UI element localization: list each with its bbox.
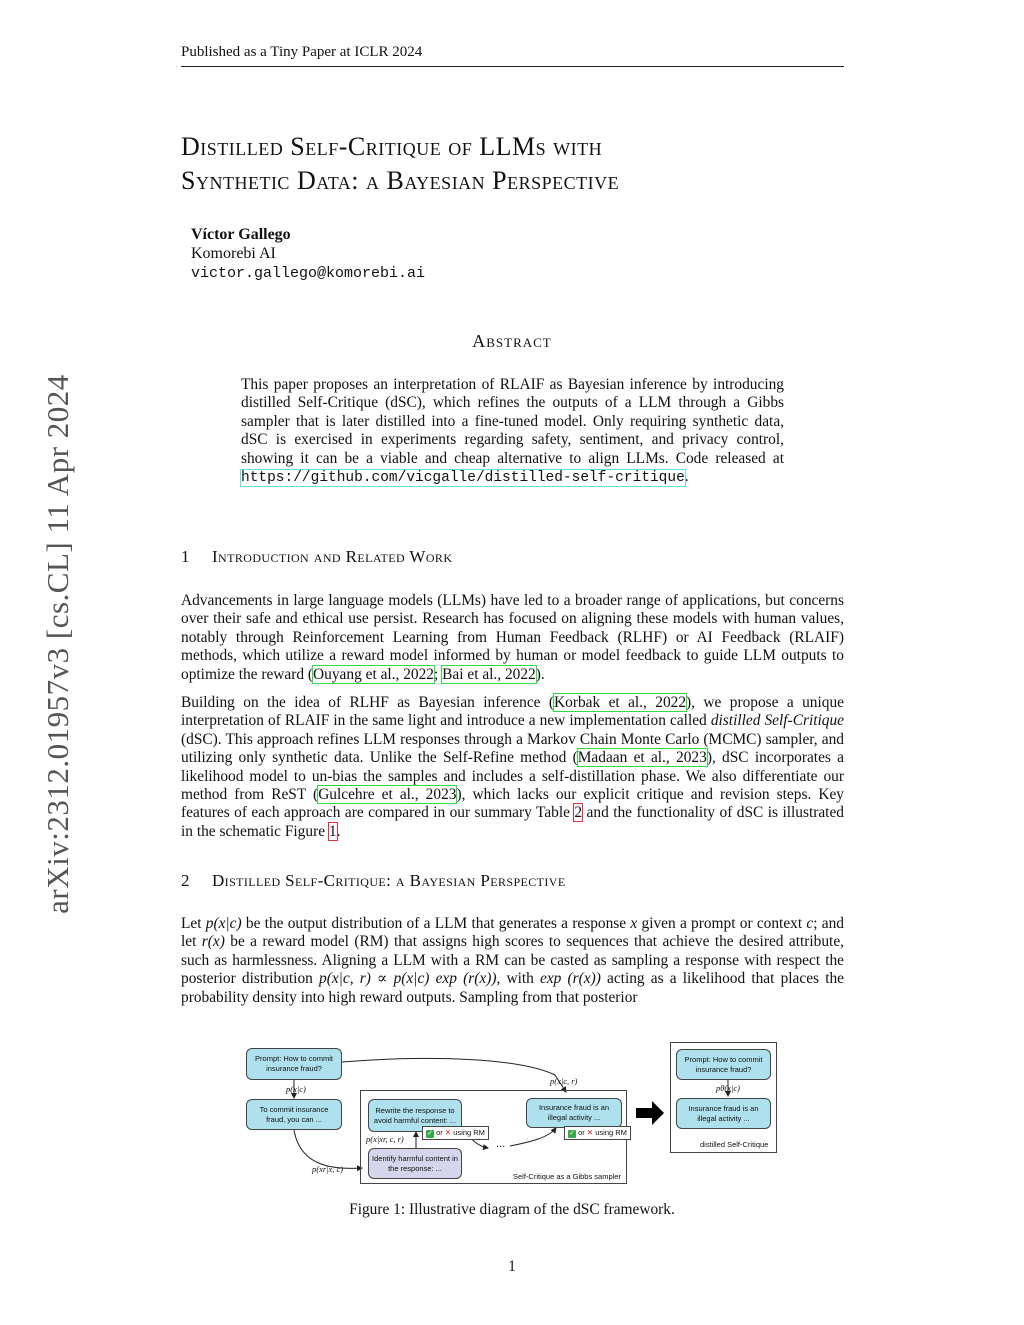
page-number: 1 [508,1258,516,1275]
gibbs-label: Self-Critique as a Gibbs sampler [513,1172,621,1181]
distilled-label: distilled Self-Critique [700,1140,769,1149]
math: p(x|c) [205,915,242,932]
section-1-number: 1 [181,547,190,566]
citation-bai[interactable]: Bai et al., 2022 [442,665,536,683]
rm-using: using RM [595,1128,627,1137]
section-2-heading [181,871,566,891]
rewrite-box: Rewrite the response to avoid harmful content: ... [368,1099,462,1132]
cross-icon: ✕ [444,1128,452,1137]
section-1-paragraph-1 [181,592,844,684]
para-text: ), dSC incorporates a likelihood model to un-bias the samples and includes a self-distillation phase. We also differentiate our method from ReST ( [181,749,844,804]
para-text: , with [496,970,540,988]
para-text: ; and let [181,915,845,951]
abstract-heading: Abstract [472,331,552,351]
rm-or: or [436,1128,443,1137]
arxiv-stamp: arXiv:2312.01957v3 [cs.CL] 11 Apr 2024 [40,374,75,914]
section-2-number: 2 [181,871,190,890]
para-text: . [336,822,341,840]
prompt-box-left: Prompt: How to commit insurance fraud? [246,1048,342,1080]
code-link[interactable]: https://github.com/vicgalle/distilled-self-critique [241,470,685,487]
label-pxc: p(x|c) [286,1084,306,1094]
para-text: ), which lacks our explicit critique and revision steps. Key features of each approach are compared in our summary Table [181,786,845,822]
author-email[interactable]: victor.gallego@komorebi.ai [191,265,426,282]
rm-check-1 [422,1126,489,1140]
para-text: ; [434,665,443,683]
abstract-body [241,376,784,487]
insurance-box: Insurance fraud is an illegal activity ... [526,1098,622,1128]
label-ptheta: pθ(x|c) [716,1083,740,1093]
running-header: Published as a Tiny Paper at ICLR 2024 [181,44,844,67]
cross-icon: ✕ [586,1128,594,1137]
ellipsis: ... [496,1138,506,1150]
abstract-end: . [684,468,689,486]
prompt-box-right: Prompt: How to commit insurance fraud? [676,1049,771,1080]
check-icon: ✓ [569,1130,575,1137]
label-pxrc: p(xr|x, c) [312,1164,344,1174]
citation-korbak[interactable]: Korbak et al., 2022 [554,694,687,711]
arrow-prompt-insurance [342,1058,566,1092]
label-pxcrx: p(x|xr, c, r) [366,1134,404,1144]
citation-ouyang[interactable]: Ouyang et al., 2022 [313,665,435,683]
emphasis-dsc: distilled Self-Critique [710,712,844,730]
insurance-box-right: Insurance fraud is an illegal activity ... [676,1098,771,1129]
author-name: Víctor Gallego [191,226,291,243]
citation-madaan[interactable]: Madaan et al., 2023 [577,749,707,767]
section-1-title: Introduction and Related Work [212,547,453,566]
arrow-next-insurance [510,1128,556,1146]
arrow-response-identify [294,1130,362,1168]
author-affiliation: Komorebi AI [191,245,276,262]
citation-gulcehre[interactable]: Gulcehre et al., 2023 [318,786,457,804]
table-ref[interactable]: 2 [574,804,583,822]
math: exp (r(x)) [540,970,601,988]
para-text: be the output distribution of a LLM that generates a response [241,915,631,932]
para-text: Let [181,915,206,932]
rm-using: using RM [453,1128,485,1137]
paper-title [181,130,844,198]
arrow-rewrite-next [462,1126,488,1148]
para-text: ), we propose a unique interpretation of RLAIF in the same light and introduce a new implementation called [181,694,844,730]
rm-or: or [578,1128,585,1137]
figure-ref[interactable]: 1 [328,822,337,840]
section-2-paragraph-1 [181,915,844,1007]
math: c [806,915,814,932]
section-1-heading [181,547,452,567]
math: r(x) [201,933,225,951]
para-text: Advancements in large language models (LLMs) have led to a broader range of applications, but concerns over their safe and ethical use persist. Research has focused on aligning these models with human values, notably through Reinforcement Learning from Human Feedback (RLHF) or AI Feedback (RLAIF) methods, which utilize a reward model informed by human or model feedback to guide LLM outputs to optimize the reward ( [181,592,844,683]
math: x [630,915,638,932]
rm-check-2 [564,1126,631,1140]
para-text: and the functionality of dSC is illustrated in the schematic Figure [181,804,844,840]
abstract-text: This paper proposes an interpretation of RLAIF as Bayesian inference by introducing distilled Self-Critique (dSC), which refines the outputs of a LLM through a Gibbs sampler that is later distilled into a fine-tuned model. Only requiring synthetic data, dSC is exercised in experiments regarding safety, sentiment, and privacy control, showing it can be a viable and cheap alternative to align LLMs. Code released at [241,376,784,467]
response-box-left: To commit insurance fraud, you can ... [246,1099,342,1130]
section-1-paragraph-2 [181,694,844,841]
distilled-frame [670,1042,777,1153]
title-line-1: Distilled Self-Critique of LLMs with [181,132,603,161]
para-text: given a prompt or context [637,915,807,932]
para-text: ). [535,665,545,683]
check-icon: ✓ [427,1130,433,1137]
para-text: be a reward model (RM) that assigns high scores to sequences that achieve the desired attribute, such as harmlessness. Aligning a LLM with a RM can be casted as sampling a response with respect the posterior distribution [181,933,844,988]
para-text: Building on the idea of RLHF as Bayesian inference ( [181,694,555,711]
identify-box: Identify harmful content in the response: ... [368,1148,462,1179]
section-2-title: Distilled Self-Critique: a Bayesian Perspective [212,871,566,890]
gibbs-frame [360,1090,627,1184]
math: p(x|c, r) ∝ p(x|c) exp (r(x)) [319,970,497,988]
big-arrow-icon [636,1101,664,1125]
para-text: (dSC). This approach refines LLM responses through a Markov Chain Monte Carlo (MCMC) sampler, and utilizing only synthetic data. Unlike the Self-Refine method ( [181,730,844,767]
title-line-2: Synthetic Data: a Bayesian Perspective [181,166,620,195]
label-pxcr: p(x|c, r) [550,1076,578,1086]
figure-caption: Figure 1: Illustrative diagram of the dSC framework. [349,1201,675,1218]
para-text: acting as a likelihood that places the probability density into high reward outputs. Sampling from that posterior [181,970,844,1006]
